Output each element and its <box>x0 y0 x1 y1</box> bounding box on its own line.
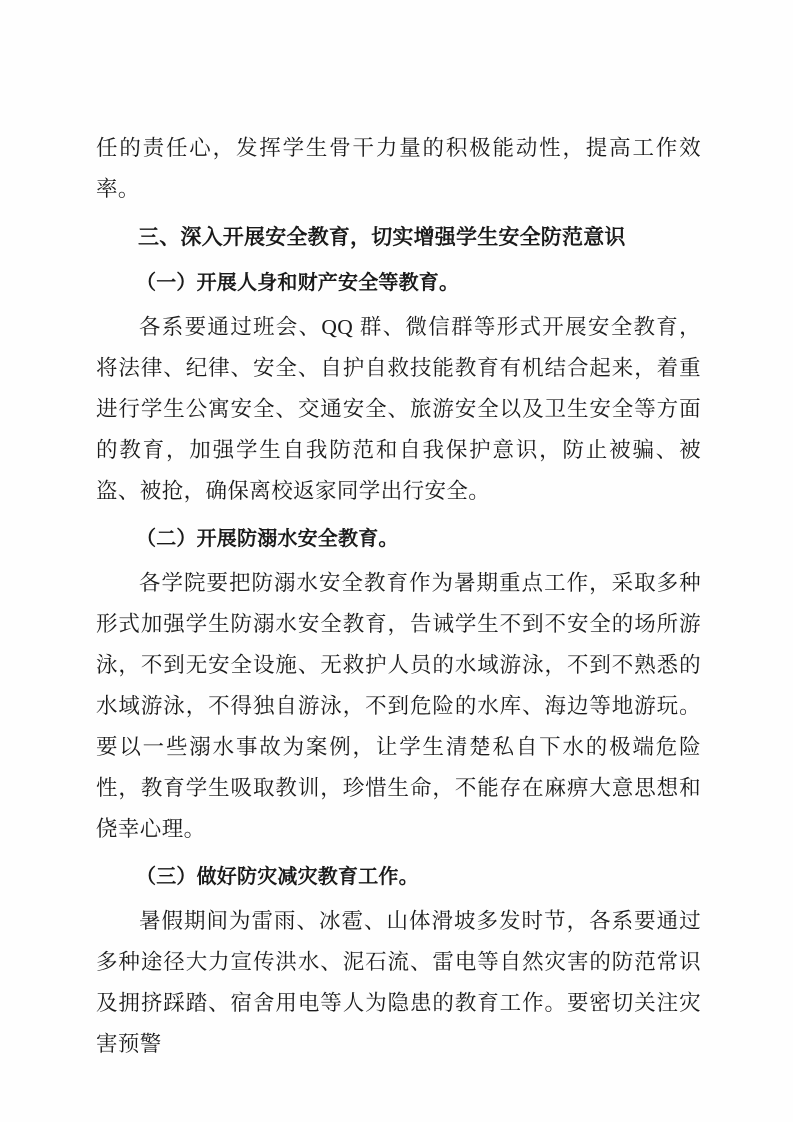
paragraph-carryover: 任的责任心，发挥学生骨干力量的积极能动性，提高工作效率。 <box>96 136 701 201</box>
spacer <box>96 210 701 214</box>
subsection-heading-one: （一）开展人身和财产安全等教育。 <box>136 270 460 294</box>
subsection-heading-three: （三）做好防灾减灾教育工作。 <box>136 864 419 888</box>
subsection-three-paragraph: 暑假期间为雷雨、冰雹、山体滑坡多发时节，各系要通过多种途径大力宣传洪水、泥石流、雷电等自然灾害的防范常识及拥挤踩踏、宿舍用电等人为隐患的教育工作。要密切关注灾害预警 <box>96 909 701 1056</box>
subsection-heading-two: （二）开展防溺水安全教育。 <box>136 526 399 550</box>
subsection-one-paragraph: 各系要通过班会、QQ 群、微信群等形式开展安全教育，将法律、纪律、安全、自护自救技能教育有机结合起来，着重进行学生公寓安全、交通安全、旅游安全以及卫生安全等方面的教育，加强学生自我防范和自我保护意识，防止被骗、被盗、被抢，确保离校返家同学出行安全。 <box>96 315 701 503</box>
subsection-two-paragraph: 各学院要把防溺水安全教育作为暑期重点工作，采取多种形式加强学生防溺水安全教育，告诫学生不到不安全的场所游泳，不到无安全设施、无救护人员的水域游泳，不到不熟悉的水域游泳，不得独自游泳，不到危险的水库、海边等地游玩。要以一些溺水事故为案例，让学生清楚私自下水的极端危险性，教育学生吸取教训，珍惜生命，不能存在麻痹大意思想和侥幸心理。 <box>96 571 701 841</box>
section-heading-three: 三、深入开展安全教育，切实增强学生安全防范意识 <box>138 225 626 249</box>
document-body <box>96 128 701 1065</box>
